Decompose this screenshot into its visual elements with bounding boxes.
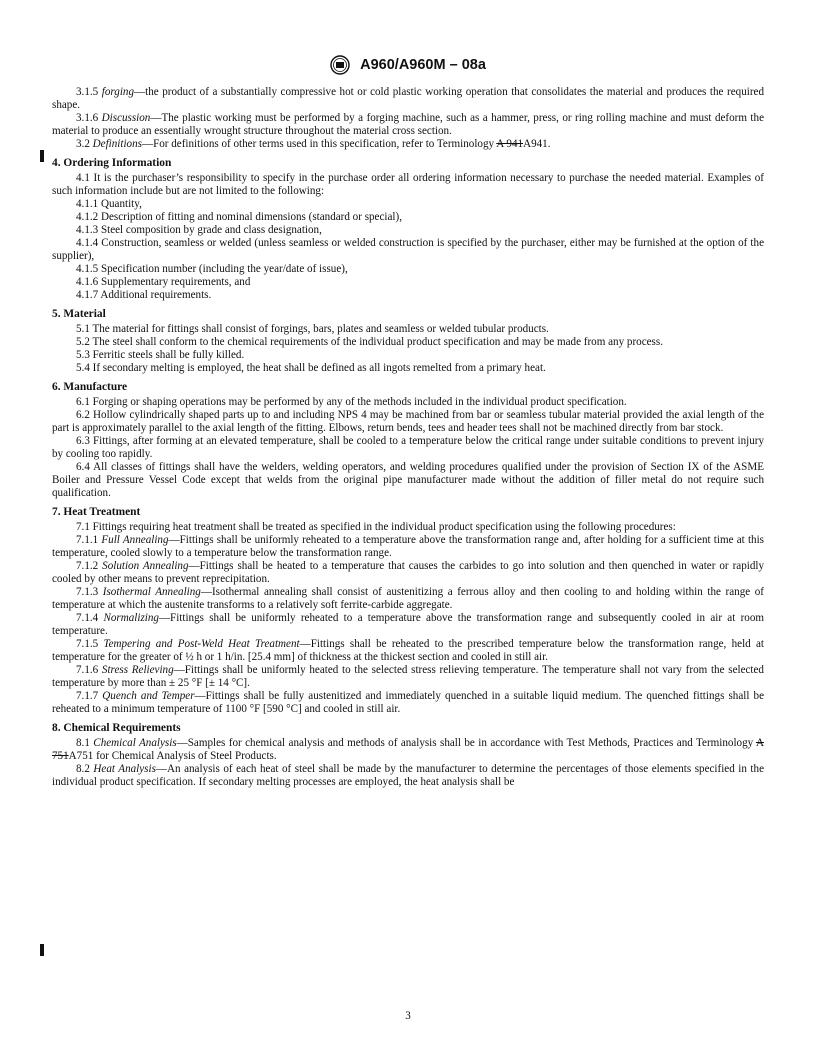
paragraph-8-2: 8.2 Heat Analysis—An analysis of each heat of steel shall be made by the manufacturer to determine the percentages of those elements specified in the individual product specification. If secondary melting processes are employed, the heat analysis shall be (52, 763, 764, 788)
list-item: 7.1.7 Quench and Temper—Fittings shall be fully austenitized and immediately quenched in a suitable liquid medium. The quenched fittings shall be reheated to a minimum temperature of 1100 °F [590 °C] and cooled in still air. (52, 690, 765, 715)
page-number: 3 (405, 1010, 411, 1022)
astm-logo-icon (330, 55, 350, 75)
document-body (52, 86, 764, 789)
inserted-reference: A941. (523, 138, 551, 150)
section-heading: 8. Chemical Requirements (52, 722, 181, 734)
list-item: 4.1.5 Specification number (including the year/date of issue), (76, 263, 348, 275)
section-heading: 6. Manufacture (52, 381, 128, 393)
list-item: 6.4 All classes of fittings shall have the welders, welding operators, and welding procedures qualified under the provision of Section IX of the ASME Boiler and Pressure Vessel Code except that welds from the original pipe manufacturer made without the addition of filler metal do not require such qualification. (52, 461, 764, 499)
list-item: 6.3 Fittings, after forming at an elevated temperature, shall be cooled to a temperature below the critical range under suitable conditions to prevent injury by cooling too rapidly. (52, 435, 764, 460)
document-title: A960/A960M – 08a (360, 57, 486, 73)
change-bar (40, 150, 44, 162)
paragraph-7-1: 7.1 Fittings requiring heat treatment shall be treated as specified in the individual product specification using the following procedures: (76, 521, 676, 533)
list-item: 7.1.5 Tempering and Post-Weld Heat Treatment—Fittings shall be reheated to the prescribed temperature below the transformation range, held at temperature for the greater of ½ h or 1 h/in. [25.4 mm] of thickness at the thickest section and cooled in still air. (52, 638, 764, 663)
section-heading: 4. Ordering Information (52, 157, 172, 169)
list-item: 7.1.6 Stress Relieving—Fittings shall be uniformly heated to the selected stress relieving temperature. The temperature shall not vary from the selected temperature by more than ± 25 °F [± 14 °C]. (52, 664, 764, 689)
page-header (0, 55, 816, 75)
list-item: 4.1.2 Description of fitting and nominal dimensions (standard or special), (76, 211, 402, 223)
inserted-reference: A751 (68, 750, 94, 762)
list-item: 4.1.3 Steel composition by grade and class designation, (76, 224, 322, 236)
paragraph-3-1-5: 3.1.5 forging—the product of a substantially compressive hot or cold plastic working operation that consolidates the material and produces the required shape. (52, 86, 764, 111)
paragraph-3-2: 3.2 Definitions—For definitions of other terms used in this specification, refer to Terminology A 941A941. (76, 138, 551, 150)
list-item: 5.2 The steel shall conform to the chemical requirements of the individual product specification and may be made from any process. (76, 336, 663, 348)
section-heading: 7. Heat Treatment (52, 506, 141, 518)
paragraph-3-1-6: 3.1.6 Discussion—The plastic working must be performed by a forging machine, such as a hammer, press, or ring rolling machine and must deform the material to produce an essentially wrought structure throughout the material cross section. (52, 112, 764, 137)
list-item: 4.1.6 Supplementary requirements, and (76, 276, 251, 288)
list-item: 7.1.3 Isothermal Annealing—Isothermal annealing shall consist of austenitizing a ferrous alloy and then cooling to and holding within the range of temperature at which the austenite transforms to a relatively soft ferrite-carbide aggregate. (52, 586, 764, 611)
list-item: 6.1 Forging or shaping operations may be performed by any of the methods included in the individual product specification. (76, 396, 627, 408)
change-bar (40, 944, 44, 956)
list-item: 7.1.2 Solution Annealing—Fittings shall be heated to a temperature that causes the carbides to go into solution and then quenched in water or rapidly cooled by other means to prevent reprecipitation. (52, 560, 764, 585)
deleted-reference: A 751 (52, 737, 765, 762)
list-item: 7.1.1 Full Annealing—Fittings shall be uniformly reheated to a temperature above the transformation range and, after holding for a sufficient time at this temperature, cooled slowly to a temperature below the transformation range. (52, 534, 764, 559)
list-item: 6.2 Hollow cylindrically shaped parts up to and including NPS 4 may be machined from bar or seamless tubular material provided the axial length of the part is approximately parallel to the axial length of the fitting. Elbows, return bends, tees and header tees shall not be machined directly from bar stock. (52, 409, 764, 434)
list-item: 5.3 Ferritic steels shall be fully killed. (76, 349, 245, 361)
list-item: 5.1 The material for fittings shall consist of forgings, bars, plates and seamless or welded tubular products. (76, 323, 549, 335)
deleted-reference: A 941 (496, 138, 524, 150)
list-item: 4.1.1 Quantity, (76, 198, 142, 210)
list-item: 5.4 If secondary melting is employed, the heat shall be defined as all ingots remelted from a primary heat. (76, 362, 546, 374)
paragraph-4-1: 4.1 It is the purchaser’s responsibility to specify in the purchase order all ordering information necessary to purchase the needed material. Examples of such information include but are not limited to the following: (52, 172, 764, 197)
list-item: 4.1.4 Construction, seamless or welded (unless seamless or welded construction is specified by the purchaser, either may be furnished at the option of the supplier), (52, 237, 764, 262)
list-item: 4.1.7 Additional requirements. (76, 289, 212, 301)
paragraph-8-1: 8.1 Chemical Analysis—Samples for chemical analysis and methods of analysis shall be in accordance with Test Methods, Practices and Terminology A 751A751 for Chemical Analysis of Steel Products. (52, 737, 765, 762)
list-item: 7.1.4 Normalizing—Fittings shall be uniformly reheated to a temperature above the transformation range and subsequently cooled in air at room temperature. (52, 612, 764, 637)
section-heading: 5. Material (52, 308, 106, 320)
